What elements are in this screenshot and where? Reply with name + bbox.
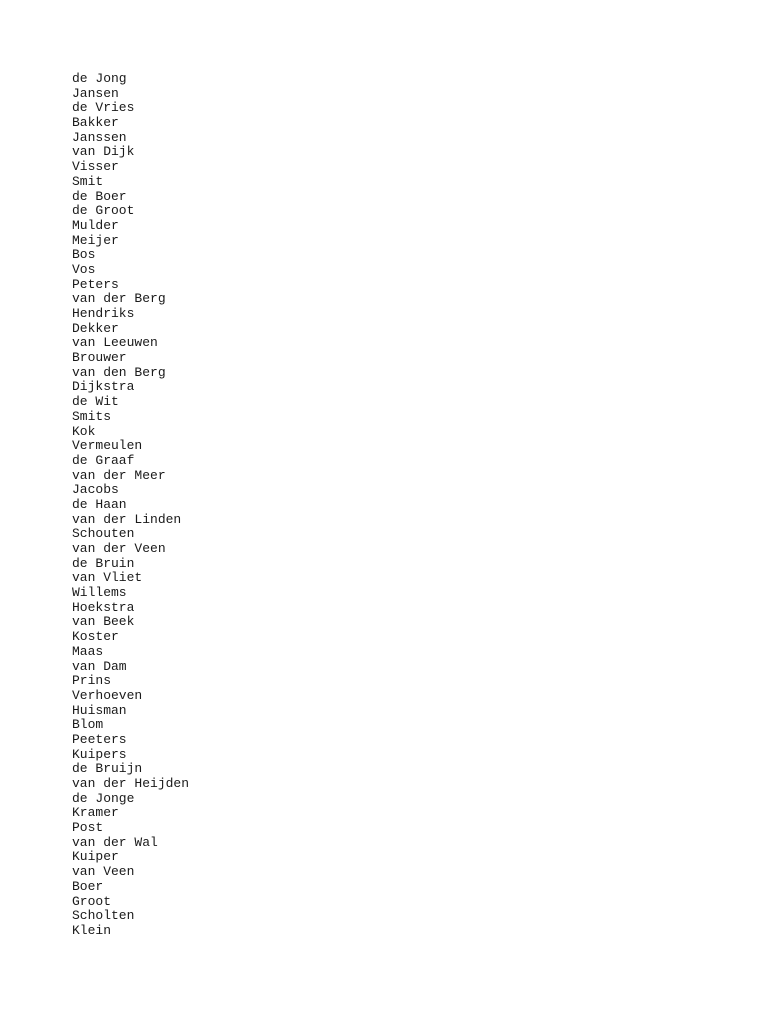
list-item: van der Meer (72, 467, 166, 483)
list-item: van Dijk (72, 144, 135, 160)
list-item: de Boer (72, 188, 127, 204)
list-item: van der Linden (72, 511, 182, 527)
list-item: Dekker (72, 320, 119, 336)
list-item: van Veen (72, 864, 135, 880)
list-item: Hoekstra (72, 599, 135, 615)
list-item: de Wit (72, 394, 119, 410)
list-item: Vos (72, 261, 96, 277)
list-item: Groot (72, 893, 112, 909)
list-item: Smit (72, 173, 104, 189)
list-item: Kok (72, 423, 96, 439)
list-item: de Vries (72, 100, 135, 116)
list-item: de Bruijn (72, 761, 143, 777)
list-item: Vermeulen (72, 438, 143, 454)
list-item: van Beek (72, 614, 135, 630)
list-item: Janssen (72, 129, 127, 145)
list-item: Peeters (72, 731, 127, 747)
list-item: Dijkstra (72, 379, 135, 395)
list-item: Boer (72, 878, 104, 894)
list-item: Kramer (72, 805, 119, 821)
list-item: van Leeuwen (72, 335, 158, 351)
list-item: Verhoeven (72, 687, 143, 703)
list-item: van der Veen (72, 541, 166, 556)
list-item: Koster (72, 629, 119, 645)
list-item: Mulder (72, 217, 119, 233)
list-item: de Groot (72, 203, 135, 219)
list-item: Maas (72, 643, 104, 659)
list-item: Post (72, 820, 104, 836)
list-item: Jansen (72, 85, 119, 101)
list-item: Kuiper (72, 849, 119, 865)
list-item: Smits (72, 408, 112, 424)
list-item: van der Heijden (72, 776, 190, 791)
list-item: Hendriks (72, 306, 135, 321)
list-item: Willems (72, 585, 127, 601)
list-item: de Graaf (72, 452, 135, 468)
list-item: Peters (72, 276, 119, 292)
list-item: Brouwer (72, 350, 127, 366)
list-item: Meijer (72, 232, 119, 248)
list-item: Kuipers (72, 746, 127, 762)
list-item: Schouten (72, 526, 135, 542)
list-item: de Bruin (72, 555, 135, 571)
list-item: van Dam (72, 658, 127, 674)
list-item: de Jonge (72, 790, 135, 806)
surname-list (72, 72, 189, 939)
list-item: Huisman (72, 702, 127, 718)
list-item: van der Berg (72, 291, 166, 307)
list-item: Klein (72, 922, 112, 938)
list-item: Jacobs (72, 482, 119, 498)
list-item: Bakker (72, 115, 119, 131)
list-item: Prins (72, 673, 112, 689)
list-item: de Haan (72, 496, 127, 512)
list-item: Scholten (72, 908, 135, 924)
list-item: van der Wal (72, 834, 158, 850)
list-item: Blom (72, 717, 104, 733)
list-item: Visser (72, 159, 119, 175)
list-item: Bos (72, 247, 96, 263)
list-item: van Vliet (72, 570, 143, 586)
list-item: van den Berg (72, 364, 166, 380)
list-item: de Jong (72, 71, 127, 86)
